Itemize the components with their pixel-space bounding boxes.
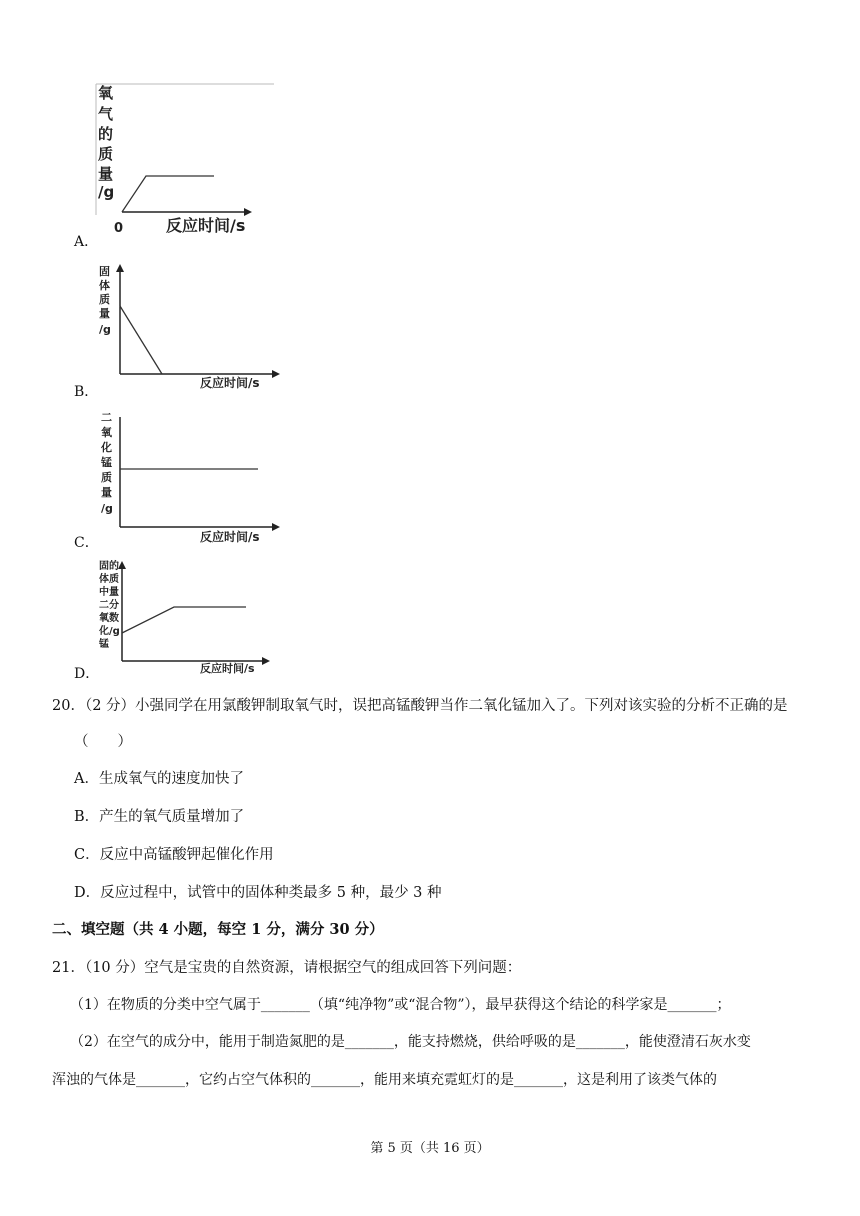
origin-label: 0 [114, 221, 124, 236]
page-footer: 第 5 页（共 16 页） [370, 1141, 490, 1156]
y-label-4: 二分 [99, 600, 119, 611]
x-axis-arrow-icon [272, 523, 280, 531]
option-a-letter: A． [74, 234, 99, 250]
y-label-5: 质 [101, 471, 112, 484]
x-axis-arrow-icon [272, 370, 280, 378]
x-label: 反应时间/s [166, 216, 246, 235]
graph-b [96, 262, 286, 392]
y-label-5: 氧数 [99, 613, 119, 624]
y-label-4: 锰 [101, 456, 112, 469]
x-axis-arrow-icon [262, 657, 270, 665]
y-label-6: /g [98, 183, 115, 201]
section-heading: 二、填空题（共 4 小题，每空 1 分，满分 30 分） [52, 921, 384, 938]
y-label-1: 二 [101, 411, 112, 424]
q20-stem: 20．（2 分）小强同学在用氯酸钾制取氧气时，误把高锰酸钾当作二氧化锰加入了。下列对该实验的分析不正确的是 [52, 698, 788, 714]
y-label-2: 体质 [99, 574, 119, 585]
y-axis-arrow-icon [116, 264, 124, 272]
q20-option-c: C．反应中高锰酸钾起催化作用 [74, 847, 274, 863]
option-c-letter: C． [74, 535, 99, 551]
x-axis-arrow-icon [244, 208, 252, 216]
x-label: 反应时间/s [200, 662, 255, 675]
y-label-5: /g [99, 323, 111, 336]
y-axis-arrow-icon [118, 561, 126, 569]
q20-option-d: D．反应过程中，试管中的固体种类最多 5 种，最少 3 种 [74, 885, 442, 901]
data-curve [122, 607, 246, 633]
y-label-7: /g [101, 502, 113, 515]
y-label-1: 固 [99, 265, 110, 278]
data-curve [120, 306, 162, 374]
q21-part2-line1: （2）在空气的成分中，能用于制造氮肥的是_______，能支持燃烧，供给呼吸的是_______，能使澄清石灰水变 [70, 1034, 751, 1050]
option-d-letter: D． [74, 666, 100, 682]
q20-paren: （ ） [74, 734, 132, 750]
q21-part2-line2: 浑浊的气体是_______，它约占空气体积的_______，能用来填充霓虹灯的是_______，这是利用了该类气体的 [52, 1072, 717, 1088]
y-label-3: 的 [98, 125, 114, 143]
data-curve [122, 176, 214, 212]
q21-stem: 21．（10 分）空气是宝贵的自然资源，请根据空气的组成回答下列问题： [52, 960, 522, 976]
q20-option-b: B．产生的氧气质量增加了 [74, 809, 245, 825]
y-label-4: 质 [98, 145, 114, 163]
graph-c [96, 409, 286, 544]
x-label: 反应时间/s [200, 530, 260, 544]
y-label-2: 体 [99, 279, 110, 292]
x-label: 反应时间/s [200, 376, 260, 390]
y-label-6: 量 [101, 486, 112, 499]
y-label-3: 质 [99, 293, 110, 306]
q21-part1: （1）在物质的分类中空气属于_______（填“纯净物”或“混合物”），最早获得这个结论的科学家是_______； [70, 997, 731, 1013]
q20-option-a: A．生成氧气的速度加快了 [74, 771, 244, 787]
y-label-3: 化 [101, 441, 112, 454]
y-label-1: 固的 [99, 561, 119, 572]
y-label-1: 氧 [98, 84, 114, 102]
y-label-5: 量 [98, 165, 114, 183]
y-label-4: 量 [99, 307, 110, 320]
y-label-3: 中量 [99, 587, 119, 598]
y-label-2: 氧 [101, 426, 112, 439]
graph-d [96, 557, 286, 677]
y-label-2: 气 [98, 105, 114, 123]
option-b-letter: B． [74, 384, 99, 400]
graph-a [94, 80, 264, 240]
y-label-7: 锰 [99, 639, 109, 650]
y-label-6: 化/g [99, 626, 120, 637]
